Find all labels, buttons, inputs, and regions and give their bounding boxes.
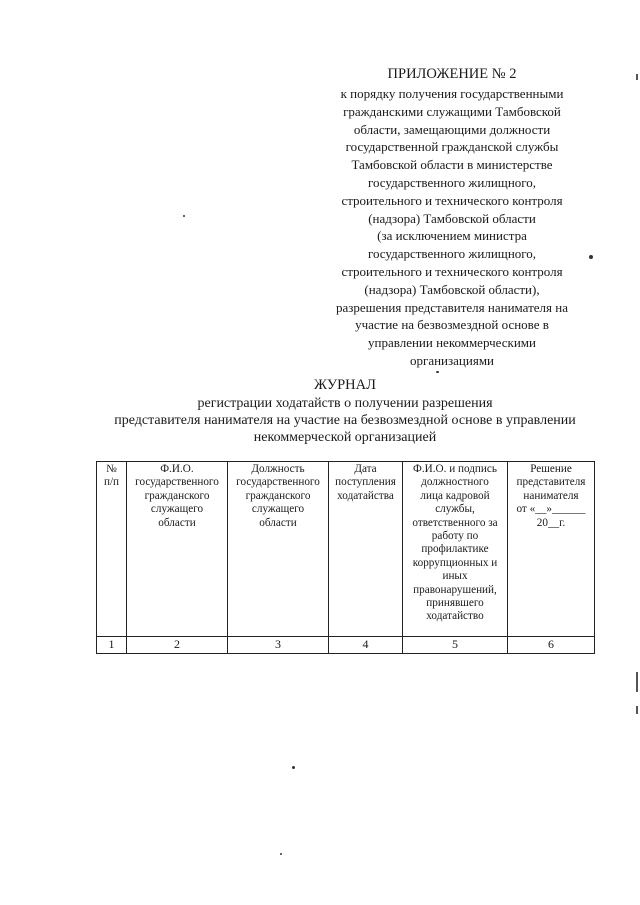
scan-speck xyxy=(436,371,439,373)
header-employee-name-cell: Ф.И.О. государственного гражданского служащего области xyxy=(127,462,228,637)
journal-heading xyxy=(80,377,610,446)
column-number-cell: 5 xyxy=(403,637,508,654)
appendix-line: государственной гражданской службы xyxy=(345,139,559,155)
scan-edge-mark xyxy=(636,74,638,80)
appendix-block xyxy=(302,64,602,370)
scan-speck xyxy=(589,255,593,259)
appendix-title: ПРИЛОЖЕНИЕ № 2 xyxy=(387,66,517,82)
appendix-line: участие на безвозмездной основе в xyxy=(355,317,549,333)
appendix-line: организациями xyxy=(410,352,494,368)
appendix-line: строительного и технического контроля xyxy=(341,192,563,208)
header-decision-cell: Решение представителя нанимателя от «__»______ 20__г. xyxy=(508,462,595,637)
journal-title: ЖУРНАЛ xyxy=(314,377,376,393)
column-number-cell: 3 xyxy=(228,637,329,654)
column-number-cell: 4 xyxy=(329,637,403,654)
appendix-line: к порядку получения государственными xyxy=(340,86,564,101)
header-number-cell: № п/п xyxy=(97,462,127,637)
appendix-line: (надзора) Тамбовской области), xyxy=(364,281,540,297)
appendix-line: строительного и технического контроля xyxy=(341,263,563,279)
appendix-line: разрешения представителя нанимателя на xyxy=(335,299,569,315)
appendix-line: (надзора) Тамбовской области xyxy=(368,210,536,226)
scan-speck xyxy=(183,215,185,217)
appendix-line: области, замещающими должности xyxy=(353,121,551,137)
appendix-line: гражданскими служащими Тамбовской xyxy=(343,103,561,119)
scan-edge-mark xyxy=(636,706,638,714)
header-position-cell: Должность государственного гражданского служащего области xyxy=(228,462,329,637)
table-row xyxy=(97,637,595,654)
journal-subtitle-line: представителя нанимателя на участие на безвозмездной основе в управлении xyxy=(114,413,576,428)
appendix-line: (за исключением министра xyxy=(377,228,527,244)
header-hr-officer-cell: Ф.И.О. и подпись должностного лица кадровой службы, ответственного за работу по профилактике коррупционных и иных правонарушений, принявшего ходатайство xyxy=(403,462,508,637)
column-number-cell: 6 xyxy=(508,637,595,654)
table-header-row xyxy=(97,462,595,637)
column-number-cell: 2 xyxy=(127,637,228,654)
appendix-line: управлении некоммерческими xyxy=(368,335,536,351)
appendix-line: Тамбовской области в министерстве xyxy=(351,157,553,173)
register-table xyxy=(96,461,595,654)
scan-speck xyxy=(292,766,295,769)
appendix-line: государственного жилищного, xyxy=(367,174,537,190)
journal-subtitle-line: некоммерческой организацией xyxy=(253,430,437,445)
appendix-line: государственного жилищного, xyxy=(367,246,537,262)
scan-speck xyxy=(280,853,282,855)
column-number-cell: 1 xyxy=(97,637,127,654)
header-date-cell: Дата поступления ходатайства xyxy=(329,462,403,637)
journal-subtitle-line: регистрации ходатайств о получении разрешения xyxy=(197,396,493,411)
scan-edge-mark xyxy=(636,672,638,692)
